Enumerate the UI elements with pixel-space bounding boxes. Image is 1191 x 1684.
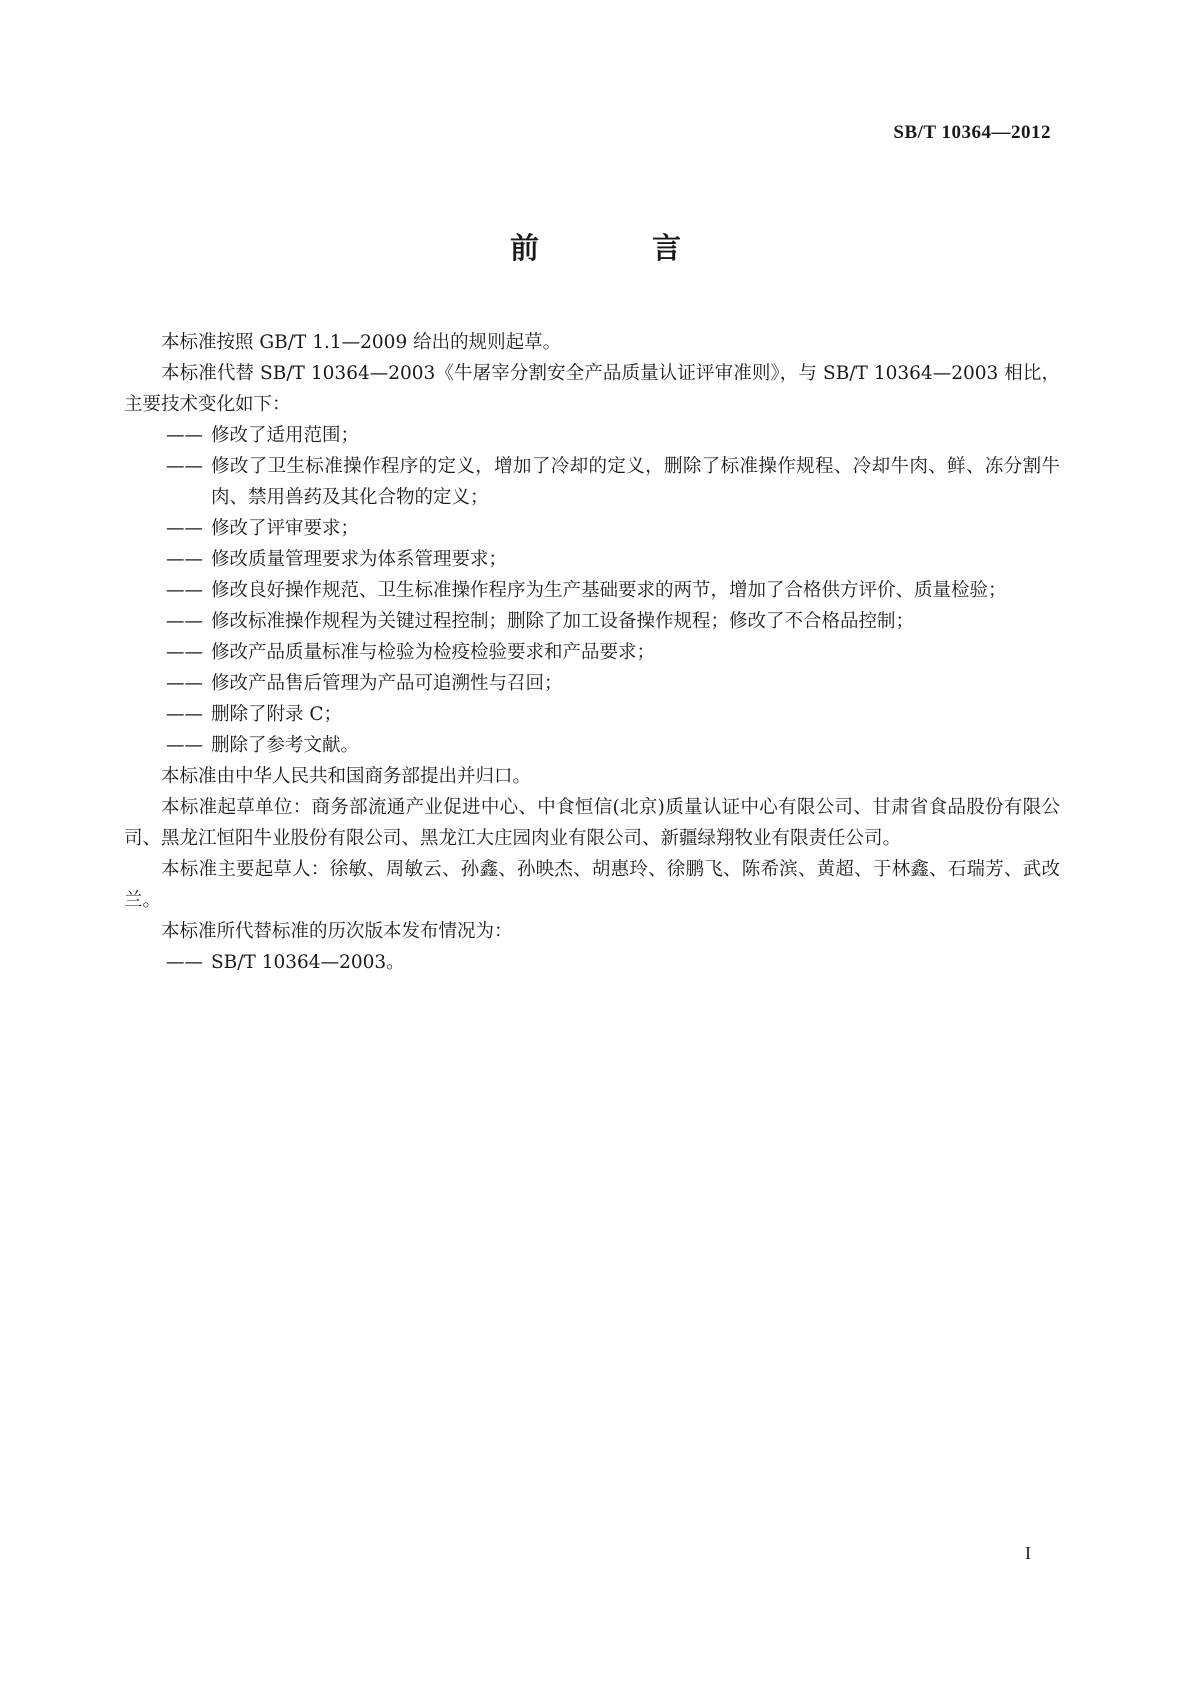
change-text: 修改产品质量标准与检验为检疫检验要求和产品要求；	[211, 642, 656, 663]
change-list-item	[124, 637, 1060, 668]
change-text: 修改了适用范围；	[211, 425, 360, 446]
change-text: 修改了评审要求；	[211, 518, 360, 539]
change-list-item	[124, 668, 1060, 699]
page-title: 前 言	[509, 231, 723, 265]
dash-mark: ——	[166, 549, 203, 570]
change-list-item	[124, 420, 1060, 451]
paragraph-replacement-statement: 本标准代替 SB/T 10364—2003《牛屠宰分割安全产品质量认证评审准则》，与 SB/T 10364—2003 相比，主要技术变化如下：	[124, 363, 1060, 415]
history-text: SB/T 10364—2003。	[211, 952, 405, 973]
change-list-item	[124, 699, 1060, 730]
change-text: 修改标准操作规程为关键过程控制；删除了加工设备操作规程；修改了不合格品控制；	[211, 611, 915, 632]
change-text: 修改产品售后管理为产品可追溯性与召回；	[211, 673, 563, 694]
change-list-item	[124, 575, 1060, 606]
change-list-item	[124, 513, 1060, 544]
change-text: 删除了附录 C；	[211, 704, 343, 725]
dash-mark: ——	[166, 425, 203, 446]
paragraph-version-history: 本标准所代替标准的历次版本发布情况为：	[161, 921, 513, 942]
change-list-item	[124, 606, 1060, 637]
dash-mark: ——	[166, 735, 203, 756]
dash-mark: ——	[166, 611, 203, 632]
change-text: 修改质量管理要求为体系管理要求；	[211, 549, 508, 570]
paragraph-proposer: 本标准由中华人民共和国商务部提出并归口。	[161, 766, 532, 787]
history-list-item	[124, 947, 1060, 978]
change-list-item	[124, 544, 1060, 575]
paragraph-drafters: 本标准主要起草人：徐敏、周敏云、孙鑫、孙映杰、胡惠玲、徐鹏飞、陈希滨、黄超、于林鑫、石瑞芳、武改兰。	[124, 859, 1060, 911]
dash-mark: ——	[166, 952, 203, 973]
dash-mark: ——	[166, 642, 203, 663]
paragraph-drafting-rules: 本标准按照 GB/T 1.1—2009 给出的规则起草。	[161, 332, 562, 353]
dash-mark: ——	[166, 704, 203, 725]
change-text: 修改了卫生标准操作程序的定义，增加了冷却的定义，删除了标准操作规程、冷却牛肉、鲜、冻分割牛肉、禁用兽药及其化合物的定义；	[211, 456, 1060, 508]
foreword-body	[124, 327, 1060, 978]
dash-mark: ——	[166, 580, 203, 601]
dash-mark: ——	[166, 518, 203, 539]
change-text: 删除了参考文献。	[211, 735, 360, 756]
dash-mark: ——	[166, 456, 203, 477]
paragraph-drafting-units: 本标准起草单位：商务部流通产业促进中心、中食恒信(北京)质量认证中心有限公司、甘肃省食品股份有限公司、黑龙江恒阳牛业股份有限公司、黑龙江大庄园肉业有限公司、新疆绿翔牧业有限责任公司。	[124, 797, 1060, 849]
dash-mark: ——	[166, 673, 203, 694]
change-list-item	[124, 730, 1060, 761]
change-text: 修改良好操作规范、卫生标准操作程序为生产基础要求的两节，增加了合格供方评价、质量检验；	[211, 580, 1007, 601]
change-list-item	[124, 451, 1060, 513]
page-number: I	[1025, 1543, 1031, 1563]
document-code: SB/T 10364—2012	[893, 122, 1051, 143]
